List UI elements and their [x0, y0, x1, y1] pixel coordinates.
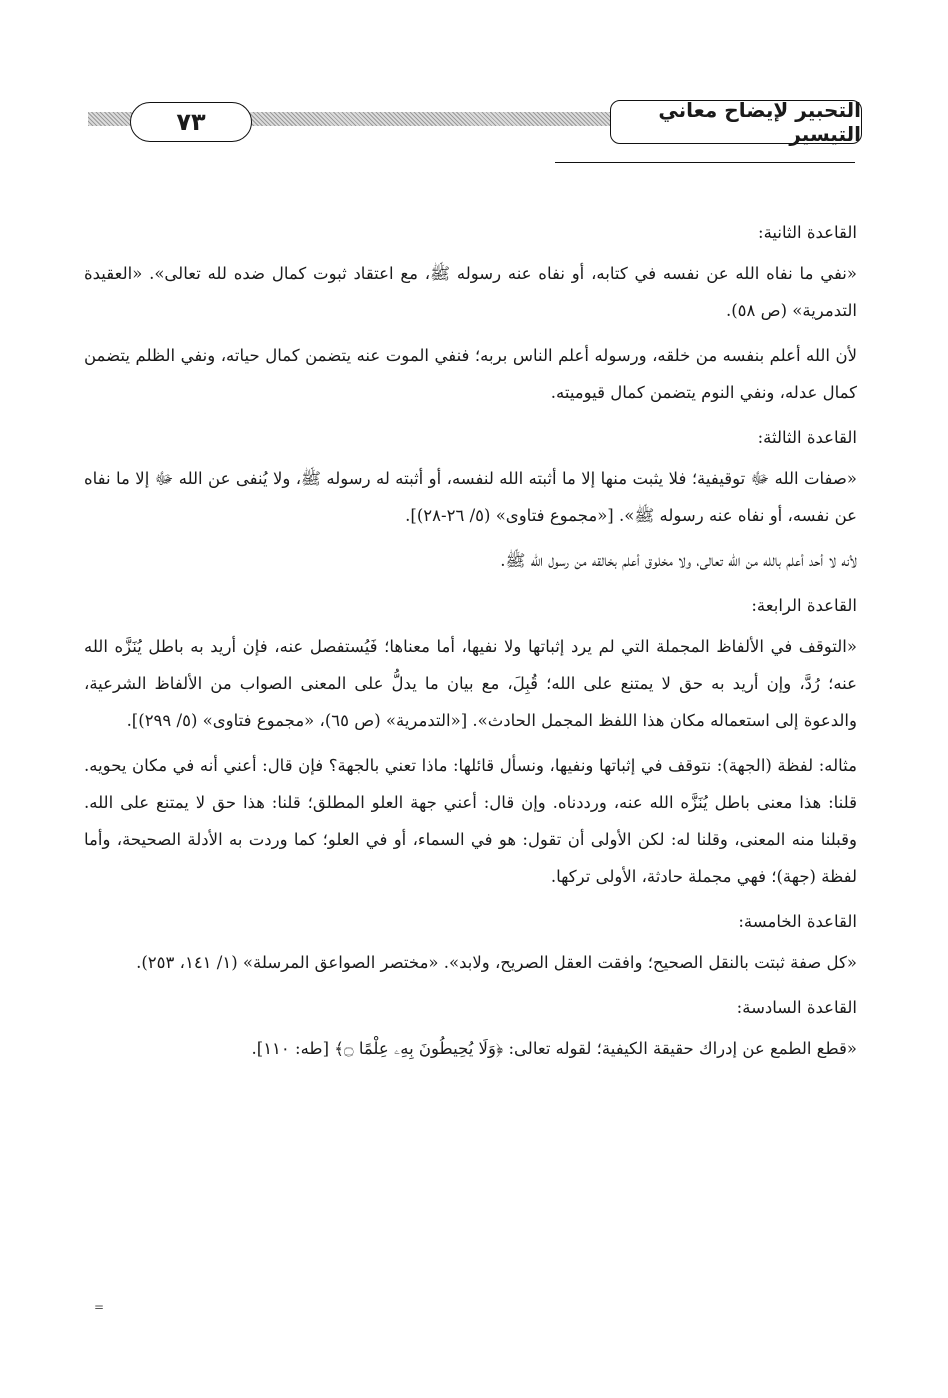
- header-divider: [555, 162, 855, 163]
- rule2-quote: «نفي ما نفاه الله عن نفسه في كتابه، أو نفاه عنه رسوله ﷺ، مع اعتقاد ثبوت كمال ضده لله تعالى». «العقيدة التدمرية» (ص ٥٨).: [84, 264, 857, 320]
- rule3-quote: «صفات الله ﷻ توقيفية؛ فلا يثبت منها إلا ما أثبته الله لنفسه، أو أثبته له رسوله ﷺ، ولا يُنفى عن الله ﷻ إلا ما نفاه عن نفسه، أو نفاه عنه رسوله ﷺ». [«مجموع فتاوى» (٥/ ٢٦-٢٨)].: [84, 469, 857, 525]
- rule5-heading: القاعدة الخامسة:: [738, 912, 857, 931]
- rule5-quote: «كل صفة ثبتت بالنقل الصحيح؛ وافقت العقل الصريح، ولابد». «مختصر الصواعق المرسلة» (١/ ١٤١، ٢٥٣).: [136, 953, 857, 972]
- rule3-heading: القاعدة الثالثة:: [757, 428, 857, 447]
- rule6-heading: القاعدة السادسة:: [736, 998, 857, 1017]
- rule4-quote: «التوقف في الألفاظ المجملة التي لم يرد إثباتها ولا نفيها، أما معناها؛ فَيُستفصل عنه، فإن أريد به باطل يُنَزَّه الله عنه؛ رُدَّ، وإن أريد به حق لا يمتنع على الله؛ قُبِلَ، مع بيان ما يدلُّ على المعنى الصواب من الألفاظ الشرعية، والدعوة إلى استعماله مكان هذا اللفظ المجمل الحادث». [«التدمرية» (ص ٦٥)، «مجموع فتاوى» (٥/ ٢٩٩)].: [84, 637, 857, 730]
- page-body: [84, 214, 857, 1075]
- footer-mark: =: [94, 1300, 105, 1314]
- book-title: التحبير لإيضاح معاني التيسير: [610, 100, 862, 144]
- rule3-explanation: لأنه لا أحد أعلم بالله من الله تعالى، ولا مخلوق أعلم بخالقه من رسول الله ﷺ.: [500, 551, 857, 570]
- page-number: ٧٣: [130, 102, 252, 142]
- rule2-heading: القاعدة الثانية:: [758, 223, 857, 242]
- page-header: [88, 100, 862, 146]
- rule2-explanation: لأن الله أعلم بنفسه من خلقه، ورسوله أعلم الناس بربه؛ فنفي الموت عنه يتضمن كمال حياته، ونفي الظلم يتضمن كمال عدله، ونفي النوم يتضمن كمال قيوميته.: [84, 346, 857, 402]
- rule6-quote: «قطع الطمع عن إدراك حقيقة الكيفية؛ لقوله تعالى: ﴿وَلَا يُحِيطُونَ بِهِۦ عِلْمًا ۝﴾ [طه: ١١٠].: [251, 1039, 857, 1058]
- rule4-heading: القاعدة الرابعة:: [751, 596, 857, 615]
- rule4-example: مثاله: لفظة (الجهة): نتوقف في إثباتها ونفيها، ونسأل قائلها: ماذا تعني بالجهة؟ فإن قال: أعني أنه في مكان يحويه. قلنا: هذا معنى باطل يُنَزَّه الله عنه، ورددناه. وإن قال: أعني جهة العلو المطلق؛ قلنا: هذا حق لا يمتنع على الله. وقبلنا منه المعنى، وقلنا له: لكن الأولى أن تقول: هو في السماء، أو في العلو؛ كما وردت به الأدلة الصحيحة، وأما لفظة (جهة)؛ فهي مجملة حادثة، الأولى تركها.: [84, 756, 857, 886]
